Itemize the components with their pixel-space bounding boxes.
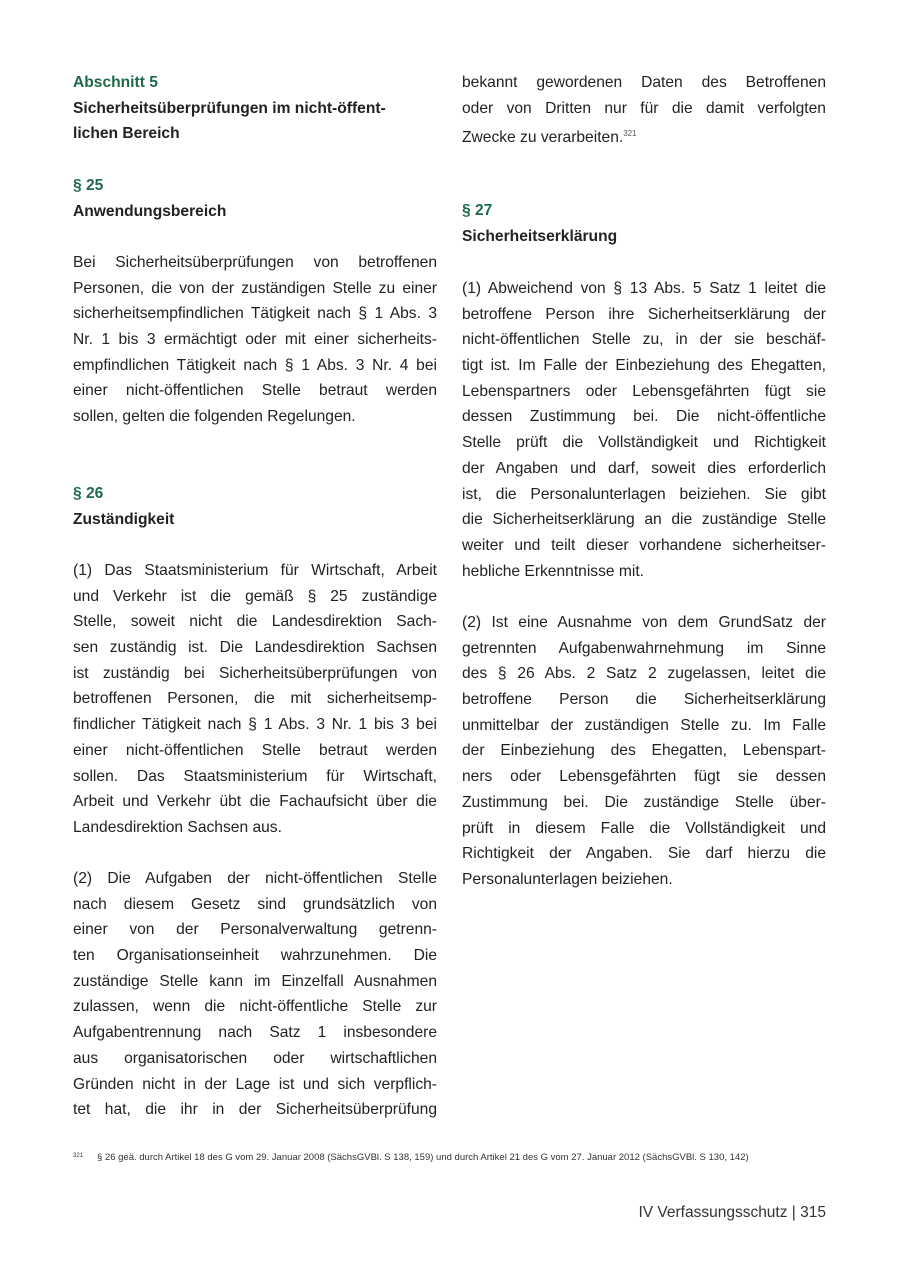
text-line: Zwecke zu verarbeiten. (462, 129, 624, 147)
text-line: getrennten Aufgabenwahrnehmung im Sinne (462, 639, 826, 657)
text-line: Arbeit und Verkehr übt die Fachaufsicht über die (73, 793, 437, 811)
paragraph-25-text (73, 250, 437, 430)
paragraph-26-section-1 (73, 558, 437, 841)
text-line: findlicher Tätigkeit nach § 1 Abs. 3 Nr. 1 bis 3 bei (73, 716, 437, 734)
text-line: ten Organisationseinheit wahrzunehmen. Die (73, 947, 437, 965)
text-line: und Verkehr ist die gemäß § 25 zuständige (73, 587, 437, 605)
footnote-number: 321 (73, 1153, 84, 1159)
text-line: Aufgabentrennung nach Satz 1 insbesondere (73, 1024, 437, 1042)
text-line: betroffene Person die Sicherheitserklärung (462, 691, 826, 709)
paragraph-27-section-1 (462, 276, 826, 584)
page-footer: IV Verfassungsschutz | 315 (638, 1204, 826, 1221)
text-line: Personen, die von der zuständigen Stelle zu einer (73, 279, 437, 297)
text-line: die Sicherheitserklärung an die zuständige Stelle (462, 511, 826, 529)
text-line: zuständige Stelle kann im Einzelfall Ausnahmen (73, 972, 437, 990)
text-line: sollen. Das Staatsministerium für Wirtschaft, (73, 767, 437, 785)
section-title-line: lichen Bereich (73, 125, 180, 143)
paragraph-title: Anwendungsbereich (73, 202, 227, 220)
text-line: einer nicht-öffentlichen Stelle betraut werden (73, 741, 437, 759)
paragraph-27-heading (462, 198, 826, 249)
text-line: nach diesem Gesetz sind grundsätzlich von (73, 895, 437, 913)
paragraph-26-heading (73, 481, 437, 532)
section-label: Abschnitt 5 (73, 74, 158, 91)
section-title-line: Sicherheitsüberprüfungen im nicht-öffent- (73, 99, 386, 117)
text-line: betroffene Person ihre Sicherheitserklärung der (462, 305, 826, 323)
text-line: oder von Dritten nur für die damit verfolgten (462, 99, 826, 117)
text-line: ist, die Personalunterlagen beiziehen. Sie gibt (462, 485, 826, 503)
paragraph-27-section-2 (462, 610, 826, 893)
text-line: (2) Ist eine Ausnahme von dem GrundSatz der (462, 614, 826, 631)
text-line: sollen, gelten die folgenden Regelungen. (73, 408, 356, 426)
text-line: einer nicht-öffentlichen Stelle betraut werden (73, 382, 437, 400)
text-line: nicht-öffentlichen Stelle zu, in der sie beschäf- (462, 331, 826, 349)
text-line: Stelle prüft die Vollständigkeit und Richtigkeit (462, 434, 826, 452)
text-line: Personalunterlagen beiziehen. (462, 870, 673, 888)
text-line: Stelle, soweit nicht die Landesdirektion Sach- (73, 613, 437, 631)
text-line: dessen Zustimmung bei. Die nicht-öffentliche (462, 408, 826, 426)
footnote (73, 1152, 749, 1163)
text-line: aus organisatorischen oder wirtschaftlichen (73, 1049, 437, 1067)
text-line: sicherheitsempfindlichen Tätigkeit nach § 1 Abs. 3 (73, 305, 437, 323)
text-line: (1) Das Staatsministerium für Wirtschaft, Arbeit (73, 562, 437, 579)
paragraph-title: Zuständigkeit (73, 510, 175, 528)
paragraph-title: Sicherheitserklärung (462, 227, 618, 245)
text-line: (2) Die Aufgaben der nicht-öffentlichen Stelle (73, 870, 437, 887)
paragraph-number: § 25 (73, 177, 104, 194)
text-line: Bei Sicherheitsüberprüfungen von betroffenen (73, 254, 437, 271)
text-line: tigt ist. Im Falle der Einbeziehung des Ehegatten, (462, 357, 826, 375)
paragraph-25-heading (73, 173, 437, 224)
text-line: ist zuständig bei Sicherheitsüberprüfungen von (73, 664, 437, 682)
text-line: ners oder Lebensgefährten fügt sie dessen (462, 768, 826, 786)
text-line: des § 26 Abs. 2 Satz 2 zugelassen, leitet die (462, 665, 826, 683)
section-heading (73, 70, 437, 147)
paragraph-26-continuation (462, 70, 826, 147)
footnote-text: § 26 geä. durch Artikel 18 des G vom 29. Januar 2008 (SächsGVBl. S 138, 159) und durch Artikel 21 des G vom 27. Januar 2012 (SächsGVBl. S 130, 142) (97, 1152, 749, 1163)
text-line: der Einbeziehung des Ehegatten, Lebenspart- (462, 742, 826, 760)
paragraph-number: § 26 (73, 485, 104, 502)
text-line: Landesdirektion Sachsen aus. (73, 818, 282, 836)
text-line: hebliche Erkenntnisse mit. (462, 562, 645, 580)
paragraph-number: § 27 (462, 202, 493, 219)
text-line: (1) Abweichend von § 13 Abs. 5 Satz 1 leitet die (462, 280, 826, 297)
text-line: tet hat, die ihr in der Sicherheitsüberprüfung (73, 1101, 437, 1119)
text-line: Zustimmung bei. Die zuständige Stelle über- (462, 793, 826, 811)
text-line: Gründen nicht in der Lage ist und sich verpflich- (73, 1075, 437, 1093)
footnote-reference[interactable]: 321 (623, 129, 637, 139)
text-line: prüft in diesem Falle die Vollständigkeit und (462, 819, 826, 837)
text-line: empfindlichen Tätigkeit nach § 1 Abs. 3 Nr. 4 bei (73, 356, 437, 374)
text-line: der Angaben und darf, soweit dies erforderlich (462, 459, 826, 477)
text-line: Nr. 1 bis 3 ermächtigt oder mit einer sicherheits- (73, 331, 437, 349)
paragraph-26-section-2 (73, 866, 437, 1123)
text-line: Lebenspartners oder Lebensgefährten fügt sie (462, 382, 826, 400)
text-line: zulassen, wenn die nicht-öffentliche Stelle zur (73, 998, 437, 1016)
text-line: Richtigkeit der Angaben. Sie darf hierzu die (462, 845, 826, 863)
text-line: betroffenen Personen, die mit sicherheitsemp- (73, 690, 437, 708)
text-line: sen zuständig ist. Die Landesdirektion Sachsen (73, 639, 437, 657)
text-line: einer von der Personalverwaltung getrenn- (73, 921, 437, 939)
text-line: bekannt gewordenen Daten des Betroffenen (462, 74, 826, 91)
text-line: unmittelbar der zuständigen Stelle zu. Im Falle (462, 716, 826, 734)
text-line: weiter und teilt dieser vorhandene sicherheitser- (462, 536, 826, 554)
